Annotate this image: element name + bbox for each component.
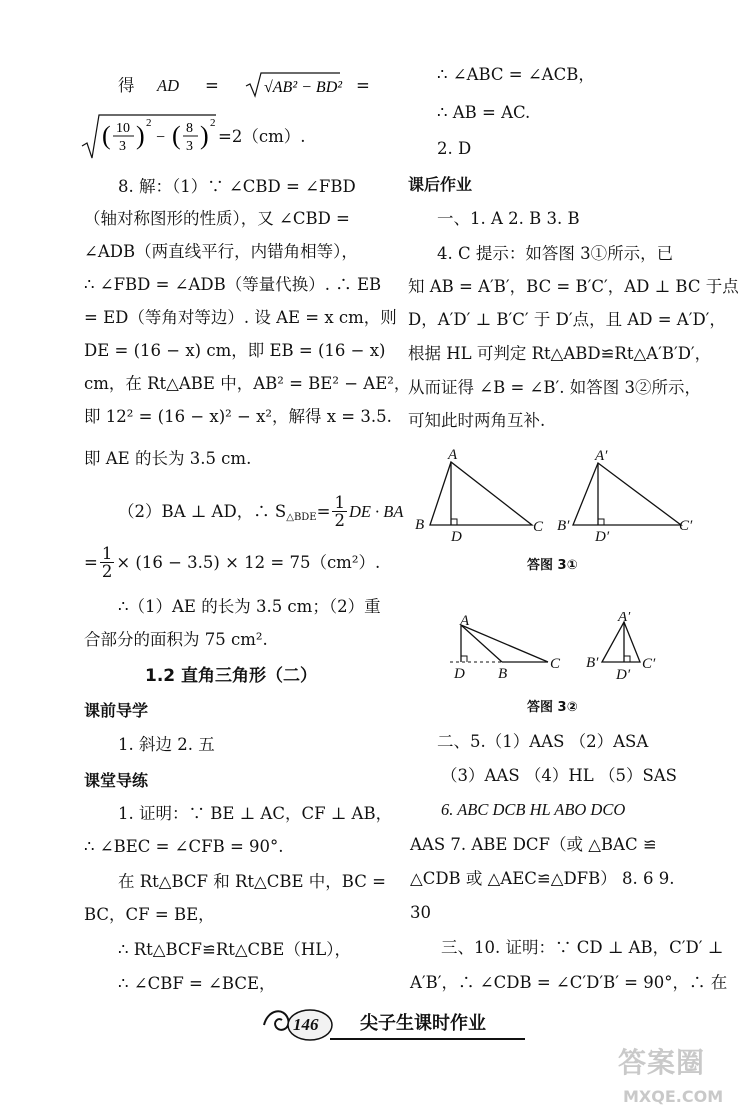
q8-line-6: DE = (16 − x) cm，即 EB = (16 − x)	[84, 341, 386, 360]
q8-line-7: cm，在 Rt△ABE 中，AB² = BE² − AE²，	[84, 374, 411, 393]
result-2cm: =2（cm）.	[218, 127, 306, 146]
label-c-prime: C′	[679, 518, 693, 534]
hw4-line-2: 知 AB = A′B′，BC = B′C′，AD ⊥ BC 于点	[408, 277, 739, 296]
watermark-logo: 答案圈	[618, 1046, 706, 1079]
hw4-line-3: D，A′D′ ⊥ B′C′ 于 D′点，且 AD = A′D′，	[408, 310, 726, 329]
label-c-2: C	[550, 656, 561, 672]
q8-line-1: 8. 解：（1）∵ ∠CBD = ∠FBD	[118, 177, 356, 196]
label-a: A	[448, 447, 458, 463]
fraction-half	[332, 494, 347, 529]
fraction-half-2	[100, 545, 115, 580]
right-angle-mark-d	[451, 519, 457, 525]
fraction-denominator-2: 2	[101, 562, 113, 581]
q8-line-9: 即 AE 的长为 3.5 cm.	[84, 449, 252, 468]
label-c-prime-2: C′	[642, 656, 656, 672]
fraction-numerator-2: 1	[101, 544, 113, 563]
right-angle-mark-d-2	[461, 656, 467, 662]
label-b: B	[415, 517, 425, 533]
section-title: 1.2 直角三角形（二）	[145, 666, 318, 686]
q8-part2	[118, 494, 403, 529]
homework-heading: 课后作业	[408, 175, 473, 194]
q8-part2-b: =	[316, 501, 331, 521]
s2-line-1: 二、5.（1）AAS （2）ASA	[437, 732, 649, 751]
pre-class-answers: 1. 斜边 2. 五	[118, 735, 215, 754]
sqrt-content: √AB² − BD²	[264, 79, 343, 96]
right-angle-mark-d2	[598, 519, 604, 525]
q8-calc-a: =	[84, 552, 98, 572]
q8-line-5: = ED（等角对等边）. 设 AE = x cm，则	[84, 308, 397, 327]
q8-line-2: （轴对称图形的性质），又 ∠CBD =	[84, 209, 350, 228]
text-equals-2: =	[356, 76, 370, 95]
svg-text:2: 2	[146, 117, 152, 129]
q8-line-8: 即 12² = (16 − x)² − x²，解得 x = 3.5.	[84, 407, 392, 426]
c1-line-6: ∴ ∠CBF = ∠BCE，	[118, 974, 276, 993]
q8-calc	[84, 545, 380, 580]
hw-line-1: 一、1. A 2. B 3. B	[437, 209, 580, 228]
r-line-1: ∴ ∠ABC = ∠ACB，	[437, 65, 595, 84]
q8-part2-subscript: △BDE	[286, 511, 317, 523]
c1-line-4: BC，CF = BE，	[84, 905, 215, 924]
label-d: D	[451, 529, 462, 545]
figure-3-1	[405, 445, 705, 550]
sqrt-expression	[244, 70, 344, 100]
s2-line-3: 6. ABC DCB HL ABO DCO	[441, 800, 626, 819]
label-c: C	[533, 519, 544, 535]
side-ac-2	[461, 625, 548, 662]
label-d-prime-2: D′	[616, 667, 631, 683]
hw4-line-6: 可知此时两角互补.	[408, 411, 546, 430]
hw4-line-4: 根据 HL 可判定 Rt△ABD≌Rt△A′B′D′，	[408, 344, 712, 363]
fraction-denominator: 2	[334, 511, 345, 530]
q8-line-3: ∠ADB（两直线平行，内错角相等），	[84, 242, 358, 261]
label-b-prime: B′	[557, 518, 570, 534]
footer-rule	[330, 1038, 525, 1040]
c1-line-1: 1. 证明：∵ BE ⊥ AC，CF ⊥ AB，	[118, 804, 393, 823]
c1-line-2: ∴ ∠BEC = ∠CFB = 90°.	[84, 837, 284, 856]
hw4-line-5: 从而证得 ∠B = ∠B′. 如答图 3②所示，	[408, 378, 701, 397]
svg-text:(: (	[102, 121, 111, 150]
s2-line-2: （3）AAS （4）HL （5）SAS	[441, 766, 677, 785]
s2-line-5: △CDB 或 △AEC≌△DFB） 8. 6 9.	[410, 869, 675, 888]
watermark-url: MXQE.COM	[623, 1087, 724, 1106]
q8-line-4: ∴ ∠FBD = ∠ADB（等量代换）. ∴ EB	[84, 275, 382, 294]
q8-answer-2: 合部分的面积为 75 cm².	[84, 630, 268, 649]
frac2-numerator: 8	[186, 121, 193, 136]
c1-line-3: 在 Rt△BCF 和 Rt△CBE 中，BC =	[118, 872, 386, 891]
q8-calc-b: × (16 − 3.5) × 12 = 75（cm²）.	[116, 552, 381, 572]
pre-class-heading: 课前导学	[84, 701, 149, 720]
svg-text:): )	[136, 121, 145, 150]
label-b-prime-2: B′	[586, 655, 599, 671]
sqrt-fraction-expression	[80, 112, 220, 162]
frac2-denominator: 3	[186, 139, 193, 154]
page-number: 146	[293, 1015, 319, 1034]
label-b-2: B	[498, 666, 508, 682]
r-line-2: ∴ AB = AC.	[437, 103, 531, 122]
svg-text:2: 2	[210, 117, 216, 129]
triangle-abc	[430, 462, 532, 525]
label-d-2: D	[454, 666, 465, 682]
svg-text:): )	[200, 121, 209, 150]
footer-title: 尖子生课时作业	[360, 1013, 486, 1034]
svg-text:(: (	[172, 121, 181, 150]
figure-3-2	[440, 612, 680, 694]
figure-3-1-caption: 答图 3①	[527, 558, 578, 573]
r-line-3: 2. D	[437, 139, 472, 158]
triangle-a2b2c2-2	[602, 622, 640, 662]
frac1-denominator: 3	[119, 139, 126, 154]
q8-answer-1: ∴（1）AE 的长为 3.5 cm；（2）重	[118, 597, 381, 616]
q8-part2-a: （2）BA ⊥ AD，∴ S	[118, 501, 287, 521]
figure-3-2-caption: 答图 3②	[527, 700, 578, 715]
svg-text:−: −	[156, 129, 166, 146]
s3-line-2: A′B′，∴ ∠CDB = ∠C′D′B′ = 90°，∴ 在	[410, 973, 728, 992]
s2-line-4: AAS 7. ABE DCF（或 △BAC ≌	[410, 835, 657, 854]
right-angle-mark-d2-2	[624, 656, 630, 662]
text-ad: AD	[157, 76, 179, 95]
s3-line-1: 三、10. 证明：∵ CD ⊥ AB，C′D′ ⊥	[441, 938, 724, 957]
text-de: 得	[118, 76, 135, 95]
label-a-2: A	[460, 613, 470, 629]
s2-line-6: 30	[410, 903, 431, 922]
label-a-prime: A′	[595, 448, 608, 464]
frac1-numerator: 10	[116, 121, 130, 136]
c1-line-5: ∴ Rt△BCF≌Rt△CBE（HL），	[118, 940, 351, 959]
triangle-a2b2c2	[573, 463, 681, 525]
label-d-prime: D′	[595, 529, 610, 545]
hw4-line-1: 4. C 提示：如答图 3①所示，已	[437, 244, 674, 263]
q8-part2-c: DE · BA	[348, 501, 404, 521]
text-equals: =	[205, 76, 219, 95]
label-a-prime-2: A′	[618, 612, 631, 625]
in-class-heading: 课堂导练	[84, 771, 149, 790]
fraction-numerator: 1	[334, 493, 345, 512]
